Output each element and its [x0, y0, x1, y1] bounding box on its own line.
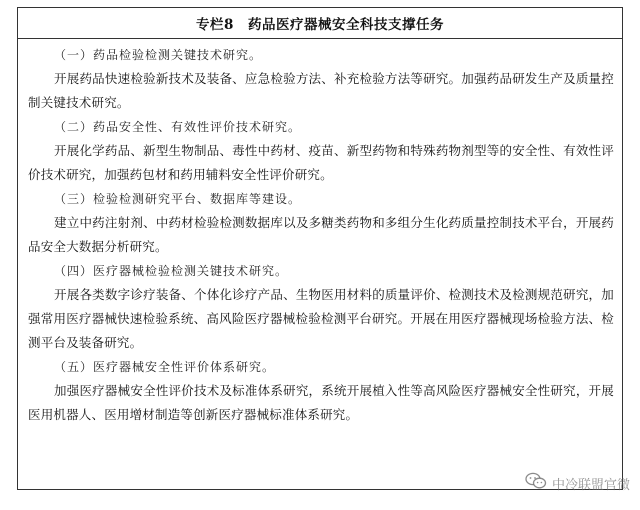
- section-heading: （二）药品安全性、有效性评价技术研究。: [54, 120, 302, 134]
- section-body: 开展各类数字诊疗装备、个体化诊疗产品、生物医用材料的质量评价、检测技术及检测规范研究，加强常用医疗器械快速检验系统、高风险医疗器械检验检测平台研究。开展在用医疗器械现场检验方法、检测平台及装备研究。: [28, 287, 614, 350]
- section-body: 开展药品快速检验新技术及装备、应急检验方法、补充检验方法等研究。加强药品研发生产及质量控制关键技术研究。: [28, 71, 614, 110]
- watermark-text: 中冷联盟官微: [551, 477, 630, 493]
- section-body: 加强医疗器械安全性评价技术及标准体系研究，系统开展植入性等高风险医疗器械安全性研究，开展医用机器人、医用增材制造等创新医疗器械标准体系研究。: [28, 383, 614, 422]
- section-body: 开展化学药品、新型生物制品、毒性中药材、疫苗、新型药物和特殊药物剂型等的安全性、有效性评价技术研究，加强药包材和药用辅料安全性评价研究。: [28, 143, 614, 182]
- section-heading: （五）医疗器械安全性评价体系研究。: [54, 360, 276, 374]
- section-heading: （三）检验检测研究平台、数据库等建设。: [54, 192, 302, 206]
- section-heading: （一）药品检验检测关键技术研究。: [54, 48, 263, 62]
- wechat-icon: [525, 472, 552, 494]
- section-heading: （四）医疗器械检验检测关键技术研究。: [54, 264, 289, 278]
- box-title-bar: [18, 8, 622, 39]
- watermark: [525, 472, 630, 494]
- box-content: [18, 39, 622, 427]
- feature-box: [17, 7, 623, 490]
- section-body: 建立中药注射剂、中药材检验检测数据库以及多糖类药物和多组分生化药质量控制技术平台，开展药品安全大数据分析研究。: [28, 215, 614, 254]
- box-title: 药品医疗器械安全科技支撑任务: [247, 17, 444, 33]
- column-label: 专栏8: [196, 17, 234, 33]
